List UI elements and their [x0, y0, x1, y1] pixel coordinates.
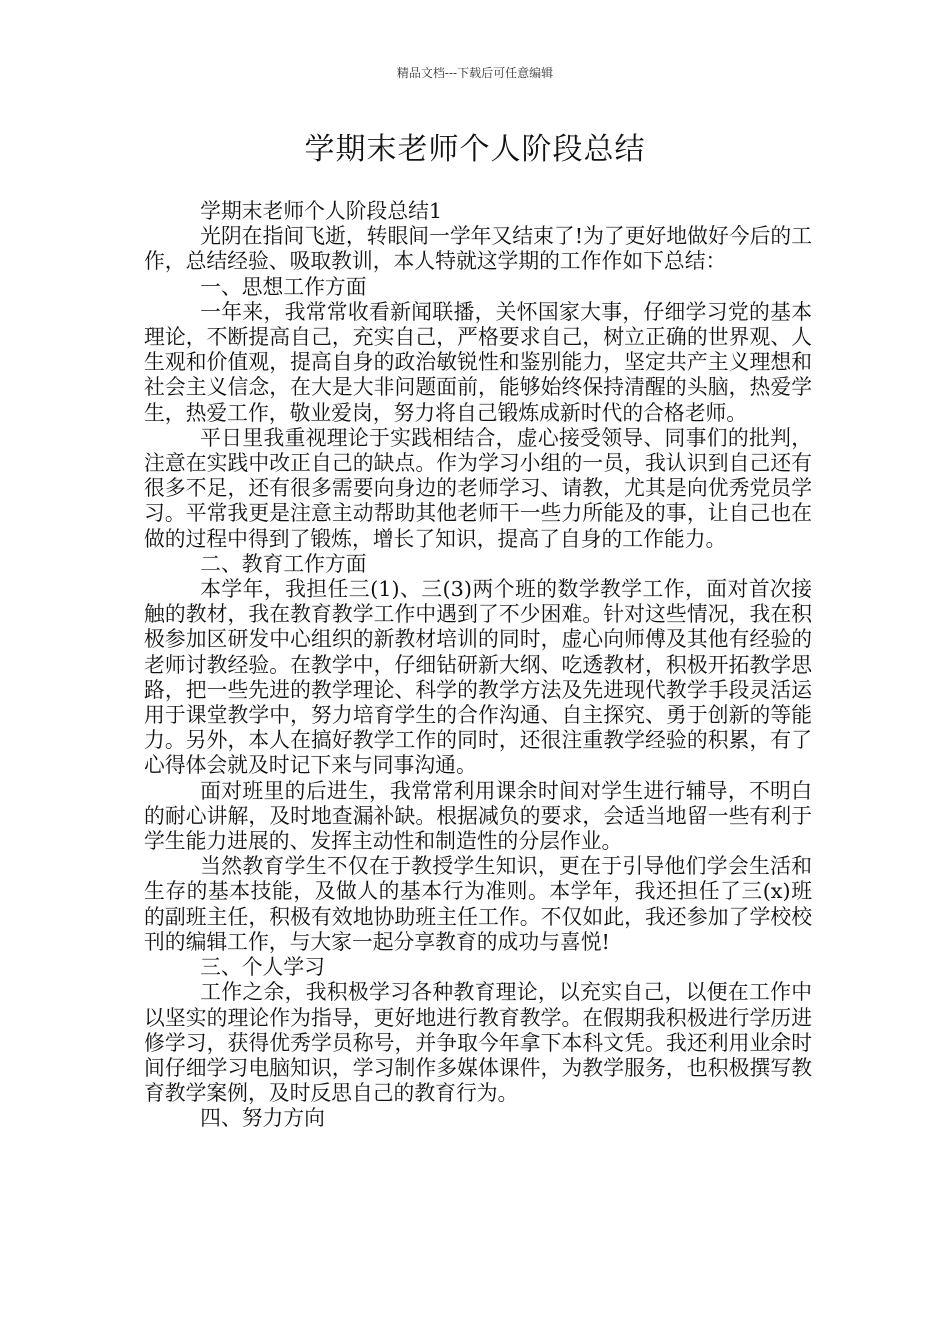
paragraph-education-3: 当然教育学生不仅在于教授学生知识，更在于引导他们学会生活和生存的基本技能，及做人的基本行为准则。本学年，我还担任了三(x)班的副班主任，积极有效地协助班主任工作。不仅如此，我还参加了学校校刊的编辑工作，与大家一起分享教育的成功与喜悦! — [144, 854, 812, 954]
document-title: 学期末老师个人阶段总结 — [304, 132, 646, 167]
page-header: 精品文档---下载后可任意编辑 — [396, 66, 554, 80]
paragraph-intro: 光阴在指间飞逝，转眼间一学年又结束了!为了更好地做好今后的工作，总结经验、吸取教训，本人特就这学期的工作作如下总结： — [144, 224, 812, 274]
section-heading-learning: 三、个人学习 — [200, 955, 325, 980]
document-subtitle: 学期末老师个人阶段总结1 — [200, 199, 443, 223]
document-body — [144, 199, 812, 1132]
paragraph-learning-1: 工作之余，我积极学习各种教育理论，以充实自己，以便在工作中以坚实的理论作为指导，更好地进行教育教学。在假期我积极进行学历进修学习，获得优秀学员称号，并争取今年拿下本科文凭。我还利用业余时间仔细学习电脑知识，学习制作多媒体课件，为教学服务，也积极撰写教育教学案例，及时反思自己的教育行为。 — [144, 980, 812, 1106]
paragraph-thought-2: 平日里我重视理论于实践相结合，虚心接受领导、同事们的批判，注意在实践中改正自己的缺点。作为学习小组的一员，我认识到自己还有很多不足，还有很多需要向身边的老师学习、请教，尤其是向优秀党员学习。平常我更是注意主动帮助其他老师干一些力所能及的事，让自己也在做的过程中得到了锻炼，增长了知识，提高了自身的工作能力。 — [144, 425, 812, 551]
paragraph-education-1: 本学年，我担任三(1)、三(3)两个班的数学教学工作，面对首次接触的教材，我在教育教学工作中遇到了不少困难。针对这些情况，我在积极参加区研发中心组织的新教材培训的同时，虚心向师傅及其他有经验的老师讨教经验。在教学中，仔细钻研新大纲、吃透教材，积极开拓教学思路，把一些先进的教学理论、科学的教学方法及先进现代教学手段灵活运用于课堂教学中，努力培育学生的合作沟通、自主探究、勇于创新的等能力。另外，本人在搞好教学工作的同时，还很注重教学经验的积累，有了心得体会就及时记下来与同事沟通。 — [144, 577, 812, 778]
section-heading-direction: 四、努力方向 — [200, 1106, 325, 1131]
paragraph-thought-1: 一年来，我常常收看新闻联播，关怀国家大事，仔细学习党的基本理论，不断提高自己，充实自己，严格要求自己，树立正确的世界观、人生观和价值观，提高自身的政治敏锐性和鉴别能力，坚定共产主义理想和社会主义信念，在大是大非问题面前，能够始终保持清醒的头脑，热爱学生，热爱工作，敬业爱岗，努力将自己锻炼成新时代的合格老师。 — [144, 299, 812, 425]
section-heading-thought: 一、思想工作方面 — [200, 274, 367, 299]
paragraph-education-2: 面对班里的后进生，我常常利用课余时间对学生进行辅导，不明白的耐心讲解，及时地查漏补缺。根据减负的要求，会适当地留一些有利于学生能力进展的、发挥主动性和制造性的分层作业。 — [144, 778, 812, 854]
section-heading-education: 二、教育工作方面 — [200, 551, 367, 576]
